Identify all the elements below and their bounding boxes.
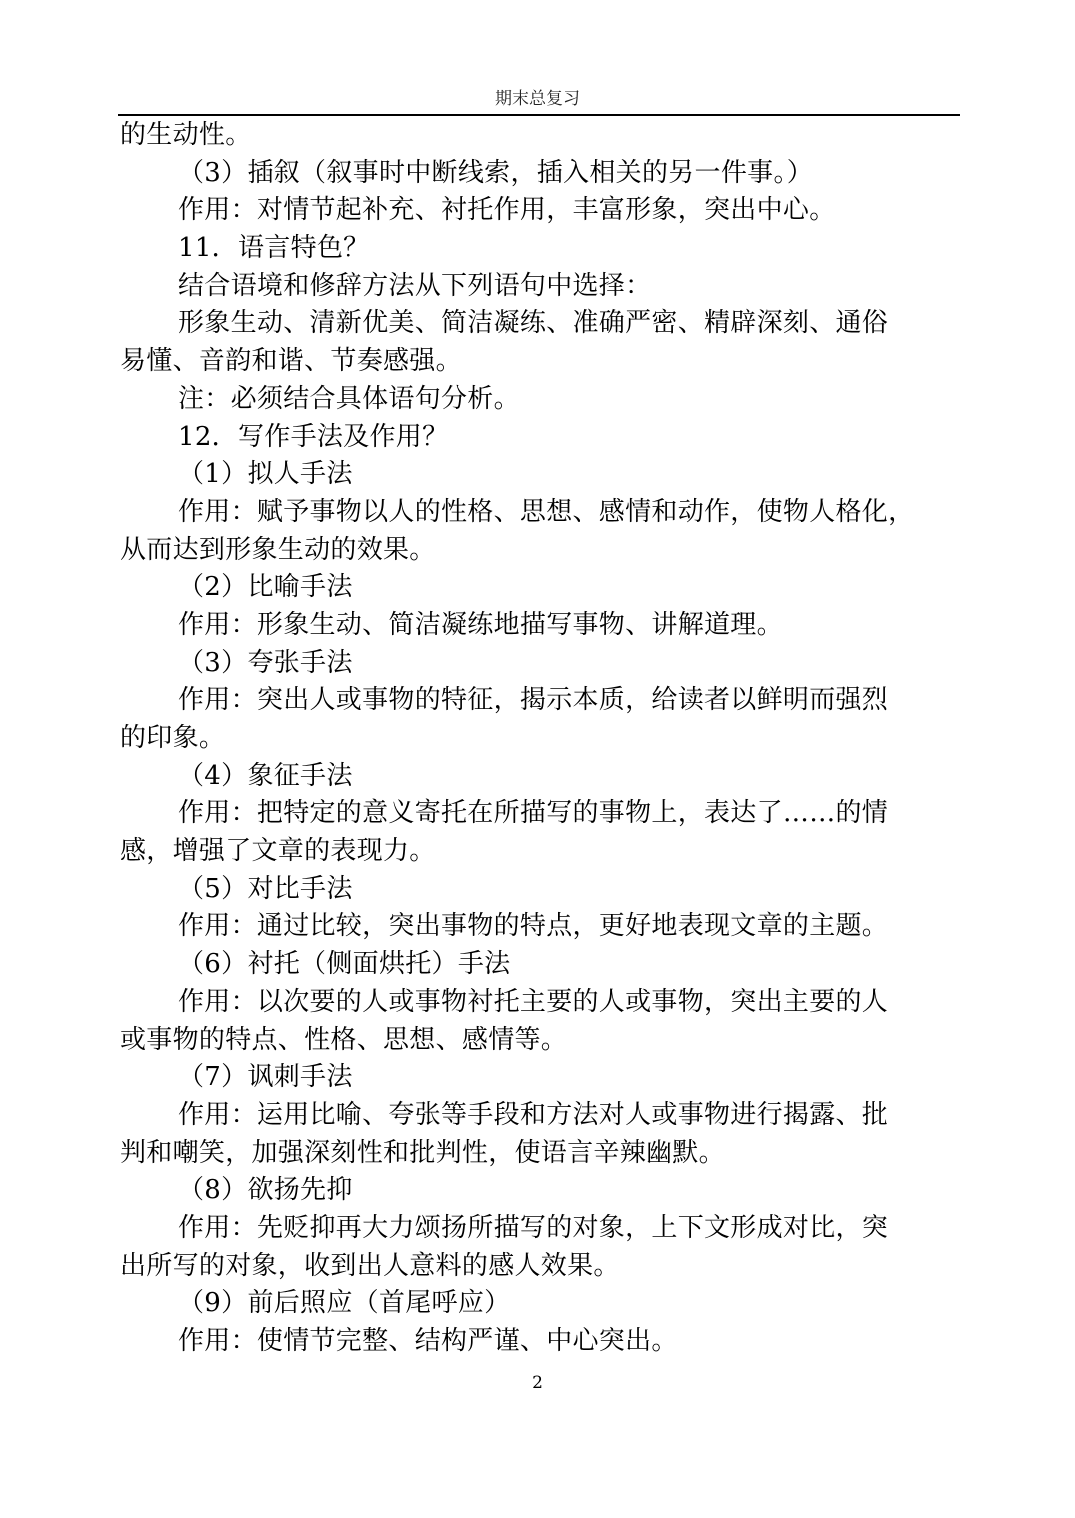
section-heading: 11．语言特色？ — [178, 233, 370, 264]
subsection-heading: （8）欲扬先抑 — [178, 1175, 353, 1206]
text-line: 作用：突出人或事物的特征，揭示本质，给读者以鲜明而强烈 — [178, 685, 889, 716]
text-line: 从而达到形象生动的效果。 — [120, 534, 436, 565]
page-number: 2 — [532, 1373, 543, 1393]
subsection-heading: （5）对比手法 — [178, 873, 353, 904]
subsection-heading: （3）夸张手法 — [178, 647, 353, 678]
text-line: （3）插叙（叙事时中断线索，插入相关的另一件事。） — [178, 157, 814, 188]
text-line: 作用：通过比较，突出事物的特点，更好地表现文章的主题。 — [178, 911, 889, 942]
text-line: 作用：使情节完整、结构严谨、中心突出。 — [178, 1326, 678, 1356]
subsection-heading: （7）讽刺手法 — [178, 1062, 353, 1093]
text-line: 或事物的特点、性格、思想、感情等。 — [120, 1024, 568, 1055]
text-line: 的生动性。 — [120, 120, 252, 150]
text-line: 出所写的对象，收到出人意料的感人效果。 — [120, 1250, 620, 1281]
subsection-heading: （9）前后照应（首尾呼应） — [178, 1288, 511, 1319]
subsection-heading: （2）比喻手法 — [178, 572, 353, 603]
text-line: 作用：形象生动、简洁凝练地描写事物、讲解道理。 — [178, 609, 783, 640]
text-line: 判和嘲笑，加强深刻性和批判性，使语言辛辣幽默。 — [120, 1137, 725, 1168]
text-line: 结合语境和修辞方法从下列语句中选择： — [178, 270, 652, 301]
text-line: 感，增强了文章的表现力。 — [120, 836, 436, 867]
text-line: 注：必须结合具体语句分析。 — [178, 383, 520, 414]
text-line: 作用：运用比喻、夸张等手段和方法对人或事物进行揭露、批 — [178, 1099, 889, 1130]
text-line: 作用：赋予事物以人的性格、思想、感情和动作，使物人格化， — [178, 496, 915, 527]
text-line: 作用：把特定的意义寄托在所描写的事物上，表达了……的情 — [178, 798, 889, 829]
text-line: 形象生动、清新优美、简洁凝练、准确严密、精辟深刻、通俗 — [178, 308, 889, 339]
text-line: 作用：先贬抑再大力颂扬所描写的对象，上下文形成对比，突 — [178, 1212, 889, 1243]
page-header-title: 期末总复习 — [495, 89, 580, 109]
section-heading: 12．写作手法及作用？ — [178, 421, 449, 452]
text-line: 的印象。 — [120, 723, 226, 753]
subsection-heading: （6）衬托（侧面烘托）手法 — [178, 949, 511, 980]
text-line: 易懂、音韵和谐、节奏感强。 — [120, 346, 462, 377]
subsection-heading: （1）拟人手法 — [178, 459, 353, 490]
text-line: 作用：以次要的人或事物衬托主要的人或事物，突出主要的人 — [178, 986, 889, 1017]
header-divider — [118, 114, 960, 116]
subsection-heading: （4）象征手法 — [178, 760, 353, 791]
document-body — [120, 117, 960, 1361]
text-line: 作用：对情节起补充、衬托作用，丰富形象，突出中心。 — [178, 195, 836, 226]
